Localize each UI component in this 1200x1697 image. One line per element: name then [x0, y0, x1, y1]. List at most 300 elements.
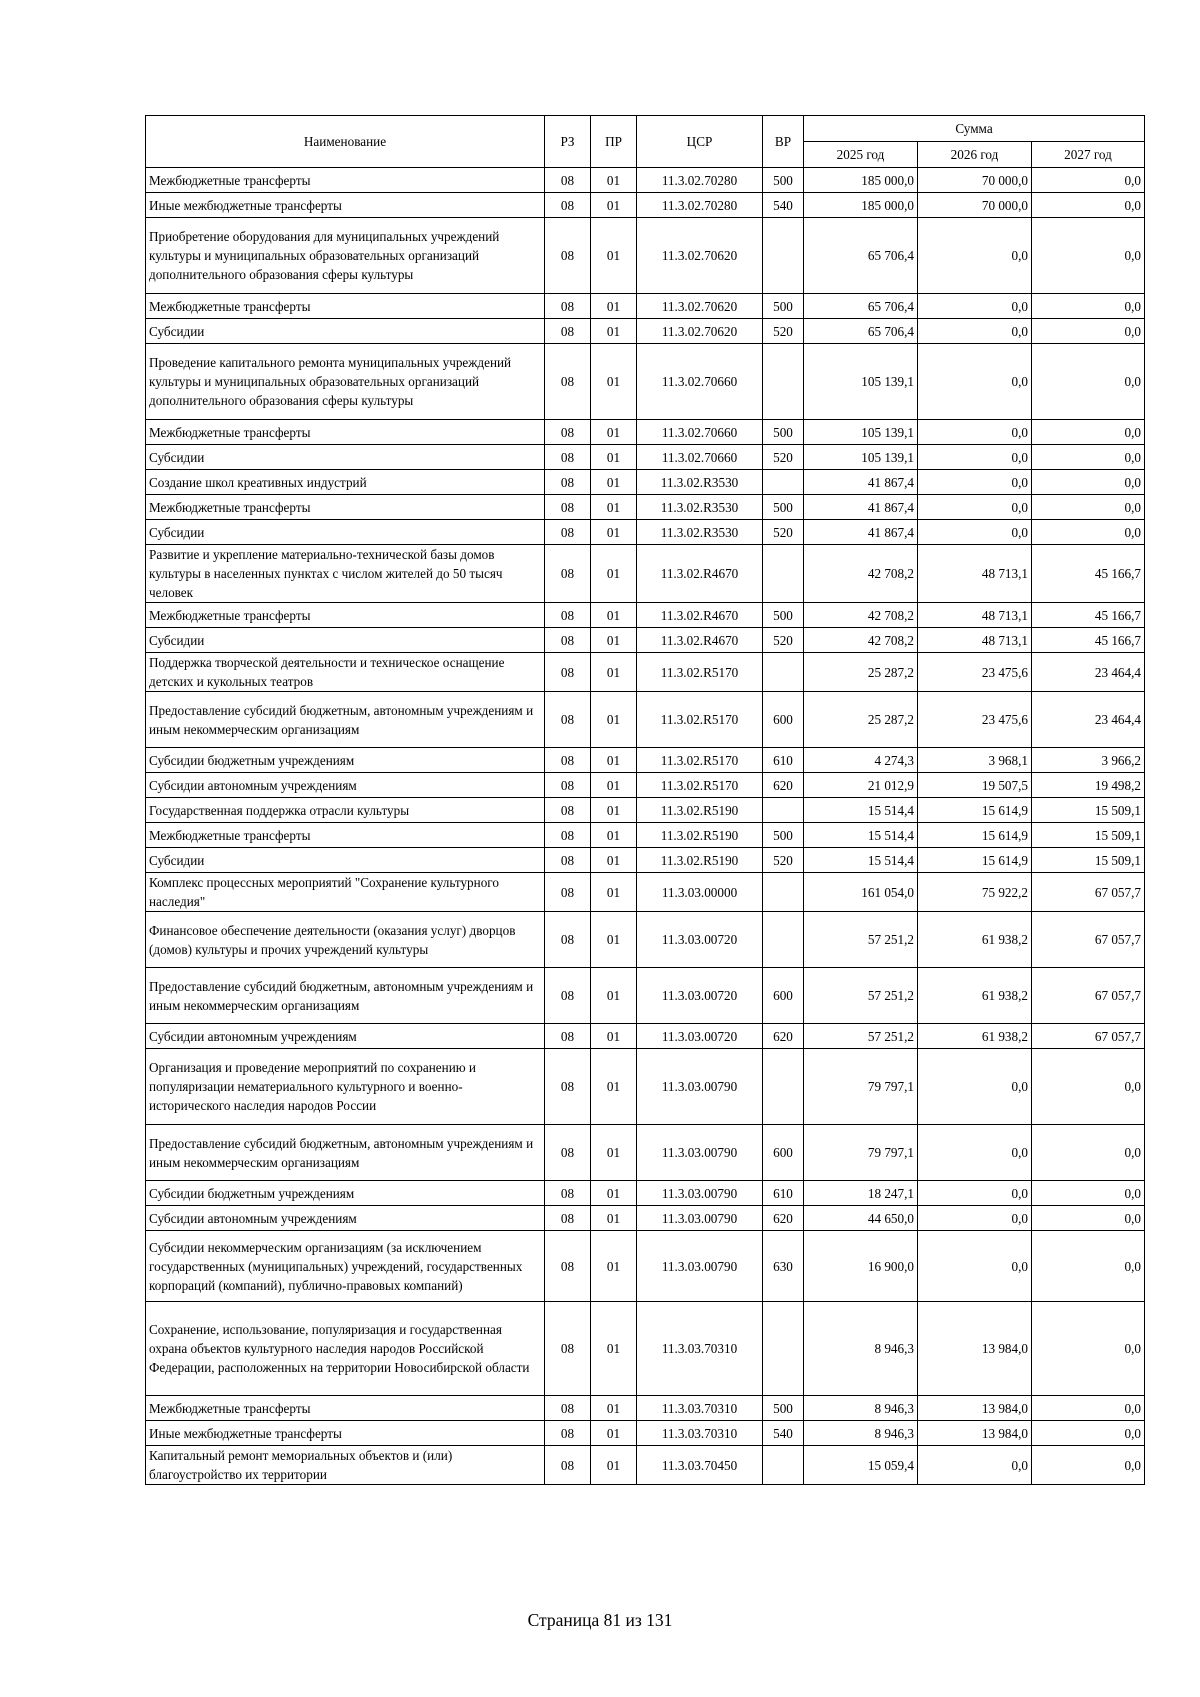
cell-year-2027: 0,0 [1032, 1231, 1145, 1302]
cell-vr [763, 545, 804, 603]
cell-name: Субсидии автономным учреждениям [146, 773, 545, 798]
cell-csr: 11.3.02.R5170 [637, 773, 763, 798]
table-row [146, 1206, 1145, 1231]
table-row [146, 968, 1145, 1024]
cell-vr [763, 344, 804, 420]
cell-pr: 01 [591, 294, 637, 319]
cell-vr [763, 1446, 804, 1485]
cell-pr: 01 [591, 773, 637, 798]
cell-year-2025: 65 706,4 [804, 294, 918, 319]
cell-year-2025: 16 900,0 [804, 1231, 918, 1302]
cell-name: Межбюджетные трансферты [146, 823, 545, 848]
cell-name: Субсидии [146, 848, 545, 873]
cell-name: Субсидии бюджетным учреждениям [146, 748, 545, 773]
cell-year-2026: 15 614,9 [918, 798, 1032, 823]
cell-pr: 01 [591, 1181, 637, 1206]
cell-name: Финансовое обеспечение деятельности (оказания услуг) дворцов (домов) культуры и прочих учреждений культуры [146, 912, 545, 968]
header-csr: ЦСР [637, 116, 763, 168]
cell-pr: 01 [591, 1396, 637, 1421]
cell-year-2026: 0,0 [918, 344, 1032, 420]
cell-pr: 01 [591, 193, 637, 218]
cell-year-2025: 105 139,1 [804, 445, 918, 470]
cell-year-2026: 0,0 [918, 445, 1032, 470]
cell-year-2026: 15 614,9 [918, 848, 1032, 873]
cell-csr: 11.3.02.70660 [637, 445, 763, 470]
cell-vr: 500 [763, 1396, 804, 1421]
cell-csr: 11.3.03.00790 [637, 1206, 763, 1231]
cell-year-2026: 0,0 [918, 470, 1032, 495]
cell-year-2026: 0,0 [918, 1446, 1032, 1485]
cell-year-2026: 23 475,6 [918, 692, 1032, 748]
table-row [146, 445, 1145, 470]
cell-name: Комплекс процессных мероприятий "Сохранение культурного наследия" [146, 873, 545, 912]
cell-rz: 08 [545, 1396, 591, 1421]
cell-year-2026: 15 614,9 [918, 823, 1032, 848]
cell-rz: 08 [545, 1181, 591, 1206]
cell-vr [763, 653, 804, 692]
cell-name: Создание школ креативных индустрий [146, 470, 545, 495]
cell-rz: 08 [545, 912, 591, 968]
cell-csr: 11.3.03.70310 [637, 1396, 763, 1421]
cell-rz: 08 [545, 1231, 591, 1302]
table-row [146, 168, 1145, 193]
budget-table [145, 115, 1145, 1485]
cell-pr: 01 [591, 319, 637, 344]
table-row [146, 470, 1145, 495]
cell-year-2027: 3 966,2 [1032, 748, 1145, 773]
cell-pr: 01 [591, 603, 637, 628]
cell-year-2026: 61 938,2 [918, 912, 1032, 968]
cell-year-2025: 41 867,4 [804, 470, 918, 495]
cell-pr: 01 [591, 912, 637, 968]
cell-year-2026: 75 922,2 [918, 873, 1032, 912]
cell-pr: 01 [591, 545, 637, 603]
cell-rz: 08 [545, 1446, 591, 1485]
cell-csr: 11.3.03.70310 [637, 1302, 763, 1396]
cell-year-2025: 15 059,4 [804, 1446, 918, 1485]
cell-pr: 01 [591, 1302, 637, 1396]
cell-year-2027: 15 509,1 [1032, 798, 1145, 823]
cell-pr: 01 [591, 168, 637, 193]
cell-pr: 01 [591, 1125, 637, 1181]
cell-vr: 630 [763, 1231, 804, 1302]
cell-vr: 520 [763, 319, 804, 344]
cell-pr: 01 [591, 520, 637, 545]
cell-pr: 01 [591, 968, 637, 1024]
cell-year-2026: 0,0 [918, 520, 1032, 545]
cell-pr: 01 [591, 692, 637, 748]
cell-year-2026: 61 938,2 [918, 1024, 1032, 1049]
cell-name: Субсидии [146, 628, 545, 653]
cell-vr: 520 [763, 628, 804, 653]
cell-pr: 01 [591, 798, 637, 823]
cell-year-2026: 48 713,1 [918, 545, 1032, 603]
cell-pr: 01 [591, 823, 637, 848]
cell-csr: 11.3.03.00720 [637, 912, 763, 968]
cell-name: Предоставление субсидий бюджетным, автономным учреждениям и иным некоммерческим организациям [146, 968, 545, 1024]
cell-year-2026: 48 713,1 [918, 628, 1032, 653]
cell-rz: 08 [545, 545, 591, 603]
cell-csr: 11.3.02.70660 [637, 420, 763, 445]
cell-year-2027: 0,0 [1032, 1181, 1145, 1206]
cell-year-2025: 42 708,2 [804, 628, 918, 653]
cell-vr: 500 [763, 420, 804, 445]
cell-year-2025: 42 708,2 [804, 603, 918, 628]
cell-name: Предоставление субсидий бюджетным, автономным учреждениям и иным некоммерческим организациям [146, 1125, 545, 1181]
cell-year-2025: 79 797,1 [804, 1049, 918, 1125]
cell-year-2027: 15 509,1 [1032, 848, 1145, 873]
cell-name: Субсидии некоммерческим организациям (за исключением государственных (муниципальных) учреждений, государственных корпораций (компаний), публично-правовых компаний) [146, 1231, 545, 1302]
cell-year-2027: 23 464,4 [1032, 692, 1145, 748]
table-row [146, 873, 1145, 912]
cell-csr: 11.3.02.R5170 [637, 653, 763, 692]
cell-year-2025: 41 867,4 [804, 520, 918, 545]
cell-vr: 540 [763, 1421, 804, 1446]
cell-year-2025: 185 000,0 [804, 193, 918, 218]
cell-csr: 11.3.02.R5170 [637, 748, 763, 773]
cell-rz: 08 [545, 1206, 591, 1231]
cell-pr: 01 [591, 1446, 637, 1485]
cell-year-2026: 0,0 [918, 319, 1032, 344]
cell-year-2025: 41 867,4 [804, 495, 918, 520]
cell-year-2026: 61 938,2 [918, 968, 1032, 1024]
cell-year-2027: 0,0 [1032, 344, 1145, 420]
table-row [146, 495, 1145, 520]
cell-year-2026: 0,0 [918, 495, 1032, 520]
cell-rz: 08 [545, 168, 591, 193]
cell-year-2027: 15 509,1 [1032, 823, 1145, 848]
cell-rz: 08 [545, 773, 591, 798]
cell-rz: 08 [545, 495, 591, 520]
cell-name: Межбюджетные трансферты [146, 603, 545, 628]
table-row [146, 628, 1145, 653]
cell-year-2027: 0,0 [1032, 445, 1145, 470]
cell-csr: 11.3.03.70310 [637, 1421, 763, 1446]
table-row [146, 603, 1145, 628]
cell-name: Сохранение, использование, популяризация и государственная охрана объектов культурного наследия народов Российской Федерации, расположенных на территории Новосибирской области [146, 1302, 545, 1396]
cell-name: Приобретение оборудования для муниципальных учреждений культуры и муниципальных образовательных организаций дополнительного образования сферы культуры [146, 218, 545, 294]
cell-vr [763, 873, 804, 912]
header-pr: ПР [591, 116, 637, 168]
table-row [146, 344, 1145, 420]
cell-vr: 500 [763, 495, 804, 520]
cell-pr: 01 [591, 218, 637, 294]
cell-pr: 01 [591, 495, 637, 520]
cell-year-2025: 65 706,4 [804, 319, 918, 344]
cell-year-2025: 21 012,9 [804, 773, 918, 798]
cell-name: Государственная поддержка отрасли культуры [146, 798, 545, 823]
cell-csr: 11.3.03.00720 [637, 1024, 763, 1049]
cell-year-2025: 18 247,1 [804, 1181, 918, 1206]
cell-vr [763, 470, 804, 495]
cell-year-2027: 0,0 [1032, 1396, 1145, 1421]
table-row [146, 193, 1145, 218]
cell-csr: 11.3.02.70620 [637, 218, 763, 294]
cell-rz: 08 [545, 193, 591, 218]
cell-name: Межбюджетные трансферты [146, 1396, 545, 1421]
header-rz: РЗ [545, 116, 591, 168]
cell-vr: 610 [763, 748, 804, 773]
cell-pr: 01 [591, 1049, 637, 1125]
cell-year-2025: 105 139,1 [804, 420, 918, 445]
cell-year-2027: 67 057,7 [1032, 873, 1145, 912]
cell-year-2026: 0,0 [918, 294, 1032, 319]
table-body [146, 168, 1145, 1485]
cell-csr: 11.3.02.R3530 [637, 495, 763, 520]
cell-year-2026: 0,0 [918, 1181, 1032, 1206]
cell-name: Межбюджетные трансферты [146, 294, 545, 319]
header-2025: 2025 год [804, 142, 918, 168]
cell-name: Субсидии автономным учреждениям [146, 1206, 545, 1231]
page-number: Страница 81 из 131 [527, 1610, 673, 1630]
cell-vr: 620 [763, 1024, 804, 1049]
cell-year-2027: 67 057,7 [1032, 1024, 1145, 1049]
cell-year-2026: 3 968,1 [918, 748, 1032, 773]
table-row [146, 1181, 1145, 1206]
cell-year-2027: 0,0 [1032, 1125, 1145, 1181]
cell-year-2025: 57 251,2 [804, 968, 918, 1024]
table-row [146, 1125, 1145, 1181]
cell-rz: 08 [545, 420, 591, 445]
cell-pr: 01 [591, 1421, 637, 1446]
table-row [146, 294, 1145, 319]
table-row [146, 1421, 1145, 1446]
cell-vr: 520 [763, 520, 804, 545]
table-row [146, 1231, 1145, 1302]
cell-csr: 11.3.02.R4670 [637, 545, 763, 603]
cell-year-2025: 65 706,4 [804, 218, 918, 294]
cell-vr: 520 [763, 848, 804, 873]
cell-year-2025: 15 514,4 [804, 848, 918, 873]
cell-csr: 11.3.02.R4670 [637, 603, 763, 628]
cell-year-2025: 42 708,2 [804, 545, 918, 603]
cell-name: Субсидии бюджетным учреждениям [146, 1181, 545, 1206]
table-row [146, 420, 1145, 445]
cell-rz: 08 [545, 968, 591, 1024]
cell-name: Субсидии [146, 319, 545, 344]
cell-rz: 08 [545, 628, 591, 653]
cell-rz: 08 [545, 319, 591, 344]
table-row [146, 1446, 1145, 1485]
table-row [146, 848, 1145, 873]
cell-csr: 11.3.02.R5190 [637, 823, 763, 848]
cell-csr: 11.3.03.00000 [637, 873, 763, 912]
cell-rz: 08 [545, 1024, 591, 1049]
header-2027: 2027 год [1032, 142, 1145, 168]
cell-pr: 01 [591, 873, 637, 912]
table-row [146, 653, 1145, 692]
table-row [146, 218, 1145, 294]
cell-rz: 08 [545, 653, 591, 692]
cell-rz: 08 [545, 445, 591, 470]
cell-vr: 500 [763, 168, 804, 193]
cell-year-2027: 0,0 [1032, 520, 1145, 545]
cell-year-2026: 0,0 [918, 218, 1032, 294]
cell-year-2025: 15 514,4 [804, 823, 918, 848]
cell-year-2025: 185 000,0 [804, 168, 918, 193]
cell-csr: 11.3.02.70620 [637, 319, 763, 344]
cell-year-2026: 13 984,0 [918, 1396, 1032, 1421]
cell-year-2025: 25 287,2 [804, 653, 918, 692]
cell-name: Субсидии [146, 520, 545, 545]
cell-year-2027: 0,0 [1032, 470, 1145, 495]
cell-year-2025: 57 251,2 [804, 1024, 918, 1049]
cell-rz: 08 [545, 873, 591, 912]
cell-year-2027: 0,0 [1032, 218, 1145, 294]
cell-rz: 08 [545, 1049, 591, 1125]
cell-year-2026: 0,0 [918, 1231, 1032, 1302]
cell-csr: 11.3.02.70620 [637, 294, 763, 319]
cell-year-2027: 67 057,7 [1032, 968, 1145, 1024]
table-row [146, 823, 1145, 848]
cell-csr: 11.3.03.70450 [637, 1446, 763, 1485]
cell-vr [763, 1302, 804, 1396]
cell-year-2026: 0,0 [918, 1049, 1032, 1125]
cell-year-2026: 70 000,0 [918, 193, 1032, 218]
cell-year-2025: 8 946,3 [804, 1421, 918, 1446]
cell-rz: 08 [545, 520, 591, 545]
header-vr: ВР [763, 116, 804, 168]
cell-year-2025: 57 251,2 [804, 912, 918, 968]
table-header [146, 116, 1145, 168]
cell-year-2027: 0,0 [1032, 1421, 1145, 1446]
cell-year-2025: 8 946,3 [804, 1396, 918, 1421]
cell-pr: 01 [591, 748, 637, 773]
cell-year-2025: 161 054,0 [804, 873, 918, 912]
cell-rz: 08 [545, 1302, 591, 1396]
cell-rz: 08 [545, 470, 591, 495]
table-row [146, 1049, 1145, 1125]
header-sum: Сумма [804, 116, 1145, 142]
cell-vr: 500 [763, 603, 804, 628]
cell-csr: 11.3.03.00790 [637, 1125, 763, 1181]
cell-rz: 08 [545, 692, 591, 748]
cell-csr: 11.3.03.00720 [637, 968, 763, 1024]
table-row [146, 773, 1145, 798]
cell-vr [763, 218, 804, 294]
cell-pr: 01 [591, 1024, 637, 1049]
cell-pr: 01 [591, 445, 637, 470]
cell-csr: 11.3.02.70280 [637, 168, 763, 193]
table-row [146, 1024, 1145, 1049]
cell-vr: 610 [763, 1181, 804, 1206]
cell-rz: 08 [545, 798, 591, 823]
cell-vr [763, 1049, 804, 1125]
cell-name: Межбюджетные трансферты [146, 420, 545, 445]
cell-vr: 500 [763, 294, 804, 319]
cell-year-2027: 0,0 [1032, 193, 1145, 218]
cell-name: Межбюджетные трансферты [146, 495, 545, 520]
cell-year-2026: 19 507,5 [918, 773, 1032, 798]
cell-year-2025: 79 797,1 [804, 1125, 918, 1181]
cell-year-2026: 13 984,0 [918, 1421, 1032, 1446]
cell-csr: 11.3.02.70280 [637, 193, 763, 218]
cell-year-2027: 0,0 [1032, 420, 1145, 445]
cell-name: Межбюджетные трансферты [146, 168, 545, 193]
cell-csr: 11.3.03.00790 [637, 1231, 763, 1302]
cell-rz: 08 [545, 218, 591, 294]
table-row [146, 319, 1145, 344]
cell-rz: 08 [545, 848, 591, 873]
cell-name: Организация и проведение мероприятий по сохранению и популяризации нематериального культурного и военно-исторического наследия народов России [146, 1049, 545, 1125]
cell-year-2027: 45 166,7 [1032, 545, 1145, 603]
cell-year-2027: 45 166,7 [1032, 628, 1145, 653]
cell-year-2025: 25 287,2 [804, 692, 918, 748]
cell-vr: 520 [763, 445, 804, 470]
cell-pr: 01 [591, 848, 637, 873]
cell-vr: 540 [763, 193, 804, 218]
table-row [146, 912, 1145, 968]
cell-year-2027: 0,0 [1032, 1446, 1145, 1485]
cell-pr: 01 [591, 1206, 637, 1231]
cell-rz: 08 [545, 294, 591, 319]
cell-name: Субсидии [146, 445, 545, 470]
header-2026: 2026 год [918, 142, 1032, 168]
cell-pr: 01 [591, 344, 637, 420]
cell-vr: 600 [763, 968, 804, 1024]
cell-year-2025: 44 650,0 [804, 1206, 918, 1231]
cell-name: Развитие и укрепление материально-технической базы домов культуры в населенных пунктах с числом жителей до 50 тысяч человек [146, 545, 545, 603]
cell-year-2025: 8 946,3 [804, 1302, 918, 1396]
cell-year-2026: 70 000,0 [918, 168, 1032, 193]
cell-csr: 11.3.02.R4670 [637, 628, 763, 653]
cell-vr: 620 [763, 1206, 804, 1231]
cell-year-2026: 0,0 [918, 420, 1032, 445]
table-row [146, 1396, 1145, 1421]
table-row [146, 520, 1145, 545]
cell-year-2027: 45 166,7 [1032, 603, 1145, 628]
cell-pr: 01 [591, 470, 637, 495]
cell-year-2027: 0,0 [1032, 319, 1145, 344]
cell-year-2027: 0,0 [1032, 294, 1145, 319]
cell-csr: 11.3.02.R3530 [637, 470, 763, 495]
cell-vr: 620 [763, 773, 804, 798]
cell-name: Субсидии автономным учреждениям [146, 1024, 545, 1049]
cell-csr: 11.3.03.00790 [637, 1049, 763, 1125]
cell-year-2026: 48 713,1 [918, 603, 1032, 628]
cell-rz: 08 [545, 344, 591, 420]
cell-year-2025: 4 274,3 [804, 748, 918, 773]
cell-year-2027: 0,0 [1032, 495, 1145, 520]
cell-rz: 08 [545, 1125, 591, 1181]
cell-year-2026: 23 475,6 [918, 653, 1032, 692]
cell-vr: 600 [763, 1125, 804, 1181]
cell-pr: 01 [591, 653, 637, 692]
cell-name: Иные межбюджетные трансферты [146, 1421, 545, 1446]
cell-year-2026: 0,0 [918, 1125, 1032, 1181]
cell-pr: 01 [591, 1231, 637, 1302]
header-name: Наименование [146, 116, 545, 168]
cell-csr: 11.3.02.70660 [637, 344, 763, 420]
cell-year-2025: 105 139,1 [804, 344, 918, 420]
cell-year-2027: 0,0 [1032, 1049, 1145, 1125]
cell-vr: 500 [763, 823, 804, 848]
cell-rz: 08 [545, 1421, 591, 1446]
cell-vr [763, 912, 804, 968]
cell-csr: 11.3.02.R3530 [637, 520, 763, 545]
cell-year-2027: 0,0 [1032, 168, 1145, 193]
cell-csr: 11.3.02.R5170 [637, 692, 763, 748]
table-row [146, 798, 1145, 823]
cell-year-2027: 19 498,2 [1032, 773, 1145, 798]
cell-year-2027: 23 464,4 [1032, 653, 1145, 692]
cell-name: Поддержка творческой деятельности и техническое оснащение детских и кукольных театров [146, 653, 545, 692]
cell-year-2025: 15 514,4 [804, 798, 918, 823]
cell-year-2026: 0,0 [918, 1206, 1032, 1231]
cell-year-2027: 0,0 [1032, 1302, 1145, 1396]
cell-name: Иные межбюджетные трансферты [146, 193, 545, 218]
table-row [146, 545, 1145, 603]
